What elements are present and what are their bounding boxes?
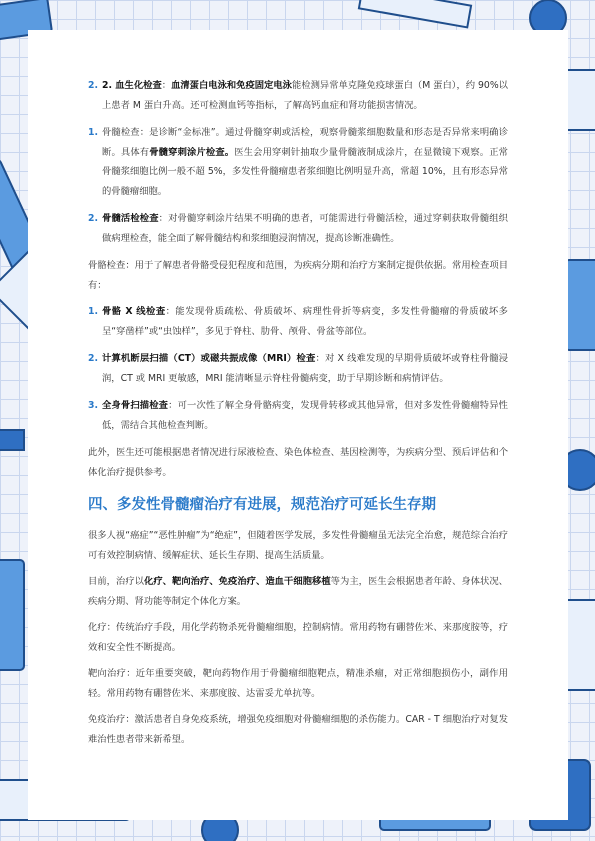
item-text: ：能发现骨质疏松、骨质破坏、病理性骨折等病变，多发性骨髓瘤的骨质破坏多呈“穿凿样”或“虫蚀样”，多见于脊柱、肋骨、颅骨、骨盆等部位。: [102, 306, 508, 337]
chemo-paragraph: 化疗：传统治疗手段，用化学药物杀死骨髓瘤细胞，控制病情。常用药物有硼替佐米、来那度胺等，疗效和安全性不断提高。: [88, 622, 508, 653]
item-bold-term: 血清蛋白电泳和免疫固定电泳: [171, 80, 292, 91]
item-text: ：对骨髓穿刺涂片结果不明确的患者，可能需进行骨髓活检，通过穿刺获取骨髓组织做病理检查，能全面了解骨髓结构和浆细胞浸润情况，提高诊断准确性。: [102, 213, 508, 244]
bone-exam-intro: 骨骼检查：用于了解患者骨骼受侵犯程度和范围，为疾病分期和治疗方案制定提供依据。常用检查项目有：: [88, 260, 508, 291]
item-text: ：对 X 线难发现的早期骨质破坏或脊柱骨髓浸润，CT 或 MRI 更敏感，MRI 能清晰显示脊柱骨髓病变，助于早期诊断和病情评估。: [102, 353, 508, 384]
extra-tests-paragraph: 此外，医生还可能根据患者情况进行尿液检查、染色体检查、基因检测等，为疾病分型、预后评估和个体化治疗提供参考。: [88, 447, 508, 478]
immuno-paragraph: 免疫治疗：激活患者自身免疫系统，增强免疫细胞对骨髓瘤细胞的杀伤能力。CAR - T 细胞治疗对复发难治性患者带来新希望。: [88, 714, 508, 745]
item-bold-term: 全身骨扫描检查: [102, 400, 169, 411]
bone-exam-item-2: [88, 349, 508, 388]
targeted-paragraph: 靶向治疗：近年重要突破，靶向药物作用于骨髓瘤细胞靶点，精准杀瘤，对正常细胞损伤小，副作用轻。常用药物有硼替佐米、来那度胺、达雷妥尤单抗等。: [88, 668, 508, 699]
bone-marrow-item-1: [88, 123, 508, 201]
treatment-methods: 化疗、靶向治疗、免疫治疗、造血干细胞移植: [144, 576, 331, 587]
item-text: 医生会用穿刺针抽取少量骨髓液制成涂片，在显微镜下观察。正常骨髓浆细胞比例一般不超 5%，多发性骨髓瘤患者浆细胞比例明显升高，常超 10%，且有形态异常的骨髓瘤细胞。: [102, 146, 508, 197]
list-number: 2.: [88, 80, 99, 91]
list-number: 2.: [88, 353, 99, 364]
item-text: ：可一次性了解全身骨骼病变，发现骨转移或其他异常，但对多发性骨髓瘤特异性低，需结合其他检查判断。: [102, 400, 508, 431]
intro-paragraph: 很多人视“癌症”“恶性肿瘤”为“绝症”，但随着医学发展，多发性骨髓瘤虽无法完全治愈，规范综合治疗可有效控制病情、缓解症状、延长生存期、提高生活质量。: [88, 530, 508, 561]
section-heading: 四、多发性骨髓瘤治疗有进展，规范治疗可延长生存期: [88, 497, 436, 513]
bone-marrow-item-2: [88, 209, 508, 248]
list-number: 2.: [88, 213, 99, 224]
page-content: [28, 30, 568, 820]
item-text: 能检测异常单克隆免疫球蛋白（M 蛋白），约 90%以上患者 M 蛋白升高。还可检测血钙等指标，了解高钙血症和肾功能损害情况。: [102, 80, 508, 111]
bone-exam-item-3: [88, 396, 508, 435]
bone-exam-item-1: [88, 302, 508, 341]
glue-stick-icon: [0, 430, 24, 450]
item-bold-term: 计算机断层扫描（CT）或磁共振成像（MRI）检查: [102, 353, 316, 364]
item-bold-term: 骨髓穿刺涂片检查。: [149, 146, 235, 158]
item-text: 骨髓检查：是诊断“金标准”。通过骨髓穿刺或活检，观察骨髓浆细胞数量和形态是否异常来明确诊断。具体有: [102, 127, 508, 158]
item-bold-term: 骨髓活检检查: [102, 213, 159, 224]
list-number: 1.: [88, 127, 99, 138]
list-number: 3.: [88, 400, 99, 411]
item-bold-term: 骨骼 X 线检查: [102, 306, 166, 317]
item-colon: ：: [161, 80, 172, 91]
book-icon: [565, 260, 595, 350]
item-title: 2. 血生化检查: [102, 80, 162, 91]
treatment-overview-paragraph: [88, 572, 508, 611]
ruler-icon: [359, 0, 471, 27]
blood-biochem-item: [88, 76, 508, 115]
paragraph-text: 等为主，医生会根据患者年龄、身体状况、疾病分期、肾功能等制定个体化方案。: [88, 576, 508, 607]
paragraph-text: 目前，治疗以: [88, 576, 144, 587]
list-number: 1.: [88, 306, 99, 317]
